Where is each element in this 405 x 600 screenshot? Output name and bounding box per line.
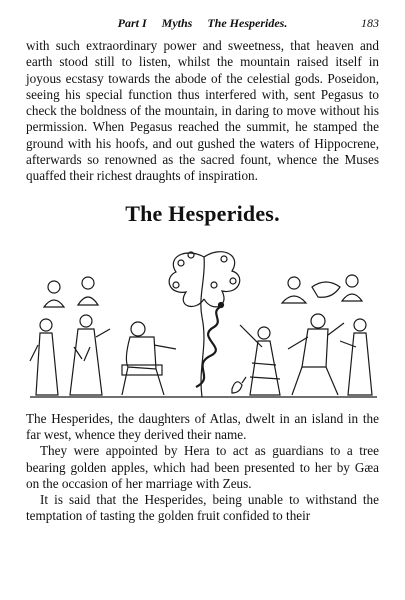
- figure-right-warrior: [288, 314, 344, 395]
- bird: [232, 377, 246, 393]
- figure-reaching-tree: [240, 325, 280, 395]
- paragraph-temptation: It is said that the Hesperides, being unable to withstand the temptation of tasting the golden fruit confided to their: [26, 492, 379, 524]
- paragraph-daughters-of-atlas: The Hesperides, the daughters of Atlas, dwelt in an island in the far west, whence they derived their name.: [26, 410, 379, 442]
- page-number: 183: [361, 16, 379, 30]
- running-head-section: Myths: [161, 16, 193, 30]
- running-head-center: [112, 16, 294, 31]
- hesperides-illustration: [26, 237, 381, 407]
- figure-seated: [122, 322, 176, 395]
- paragraph-guardians: They were appointed by Hera to act as guardians to a tree bearing golden apples, which had been presented to her by Gæa on the occasion of her marriage with Zeus.: [26, 443, 379, 491]
- small-figures-upper-left: [44, 277, 98, 307]
- figure-second-left: [70, 315, 110, 395]
- running-head: [26, 16, 379, 38]
- figure-left-standing: [30, 319, 58, 395]
- running-head-chapter: The Hesperides.: [207, 16, 288, 30]
- section-heading: The Hesperides.: [125, 200, 280, 226]
- small-figures-upper-right: [282, 275, 362, 303]
- running-head-part: Part I: [117, 16, 147, 30]
- tree-with-serpent: [169, 251, 240, 396]
- paragraph-pegasus: with such extraordinary power and sweetness, that heaven and earth stood still to listen, whilst the mountain raised itself in joyous ecstasy towards the abode of the celestial gods. Poseidon, seeing his special function thus interfered with, sent Pegasus to check the boldness of the mountain, in daring to move without his permission. When Pegasus reached the summit, he stamped the ground with his hoofs, and out gushed the waters of Hippocrene, afterwards so renowned as the sacred fount, whence the Muses quaffed their richest draughts of inspiration.: [26, 38, 379, 184]
- figure-far-right: [340, 319, 372, 395]
